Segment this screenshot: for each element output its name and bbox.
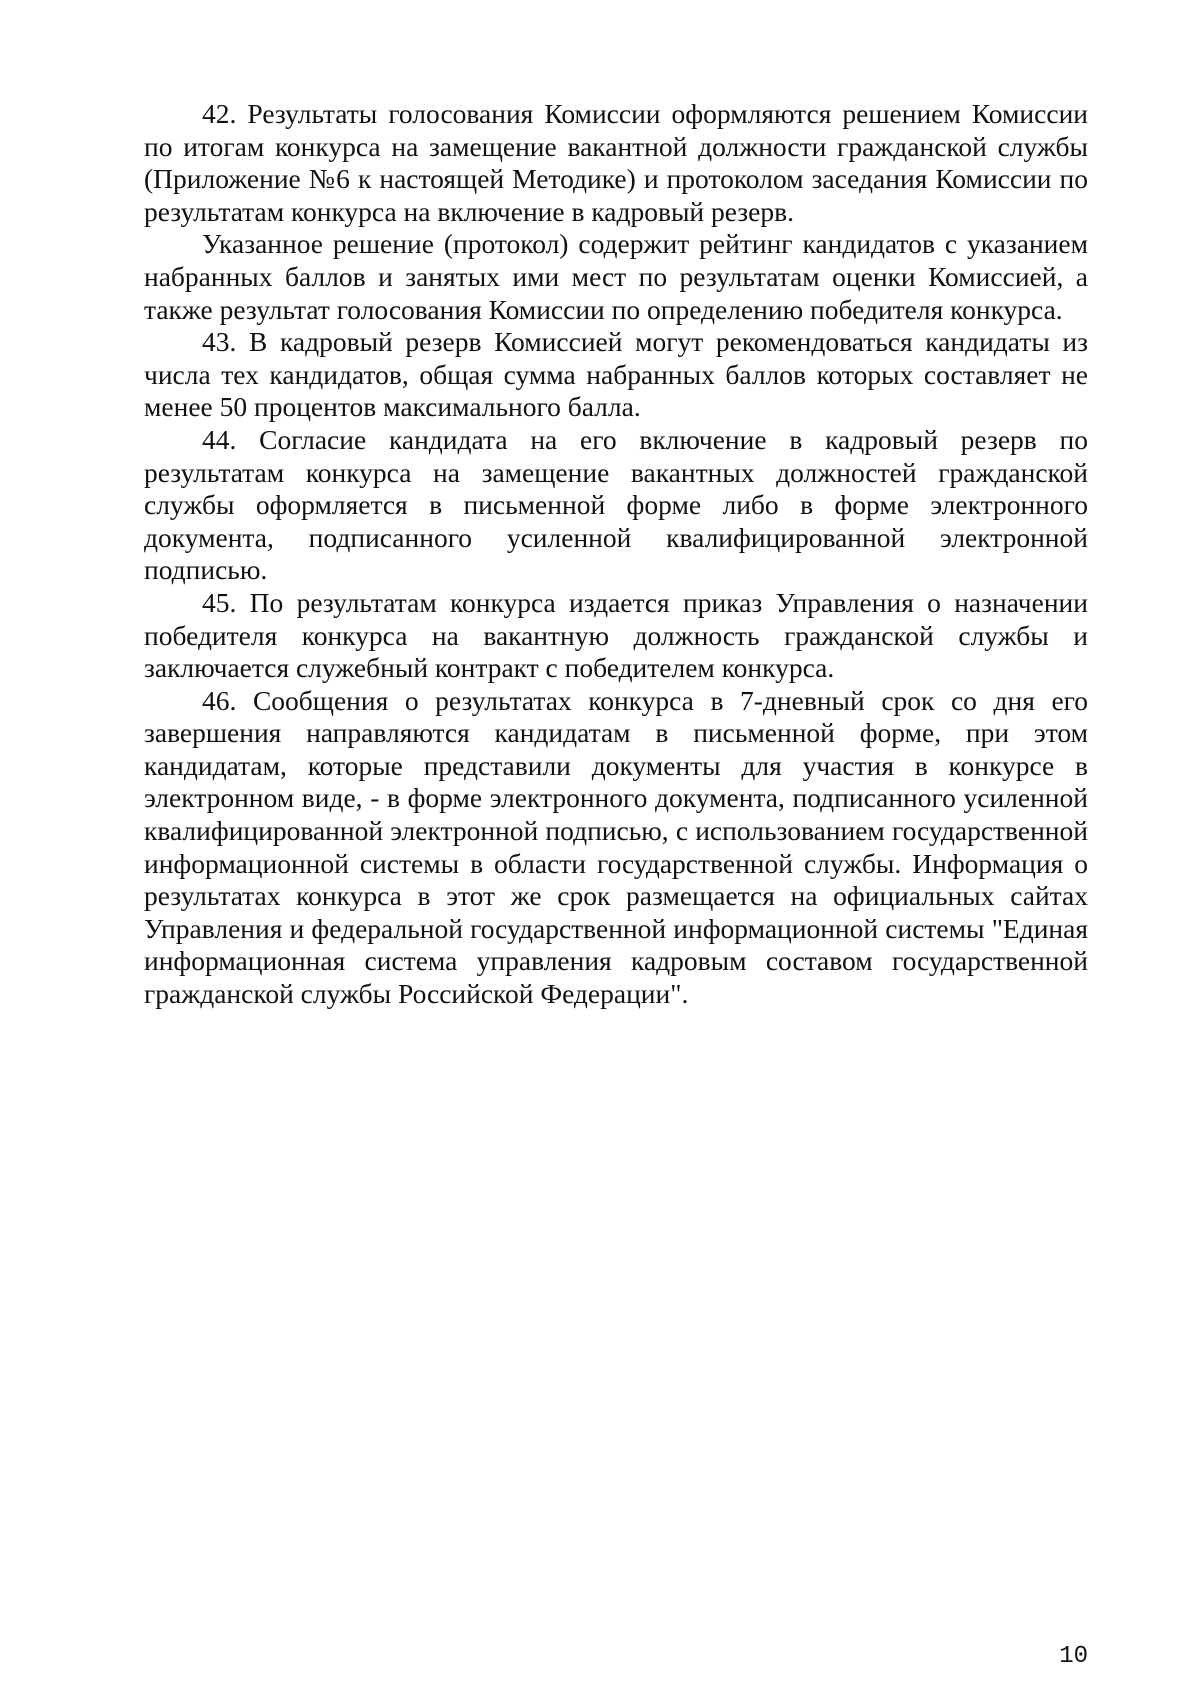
- document-body: [144, 98, 1088, 1011]
- paragraph-46: 46. Сообщения о результатах конкурса в 7-дневный срок со дня его завершения направляются кандидатам в письменной форме, при этом кандидатам, которые представили документы для участия в конкурсе в электронном виде, - в форме электронного документа, подписанного усиленной квалифицированной электронной подписью, с использованием государственной информационной системы в области государственной службы. Информация о результатах конкурса в этот же срок размещается на официальных сайтах Управления и федеральной государственной информационной системы "Единая информационная система управления кадровым составом государственной гражданской службы Российской Федерации".: [144, 684, 1088, 1010]
- paragraph-45: 45. По результатам конкурса издается приказ Управления о назначении победителя конкурса на вакантную должность гражданской службы и заключается служебный контракт с победителем конкурса.: [144, 586, 1088, 684]
- paragraph-44: 44. Согласие кандидата на его включение в кадровый резерв по результатам конкурса на замещение вакантных должностей гражданской службы оформляется в письменной форме либо в форме электронного документа, подписанного усиленной квалифицированной электронной подписью.: [144, 423, 1088, 586]
- paragraph-42-continuation: Указанное решение (протокол) содержит рейтинг кандидатов с указанием набранных баллов и занятых ими мест по результатам оценки Комиссией, а также результат голосования Комиссии по определению победителя конкурса.: [144, 228, 1088, 325]
- paragraph-42: 42. Результаты голосования Комиссии оформляются решением Комиссии по итогам конкурса на замещение вакантной должности гражданской службы (Приложение №6 к настоящей Методике) и протоколом заседания Комиссии по результатам конкурса на включение в кадровый резерв.: [144, 98, 1088, 227]
- page-number: 10: [1059, 1643, 1088, 1670]
- paragraph-43: 43. В кадровый резерв Комиссией могут рекомендоваться кандидаты из числа тех кандидатов, общая сумма набранных баллов которых составляет не менее 50 процентов максимального балла.: [144, 326, 1088, 423]
